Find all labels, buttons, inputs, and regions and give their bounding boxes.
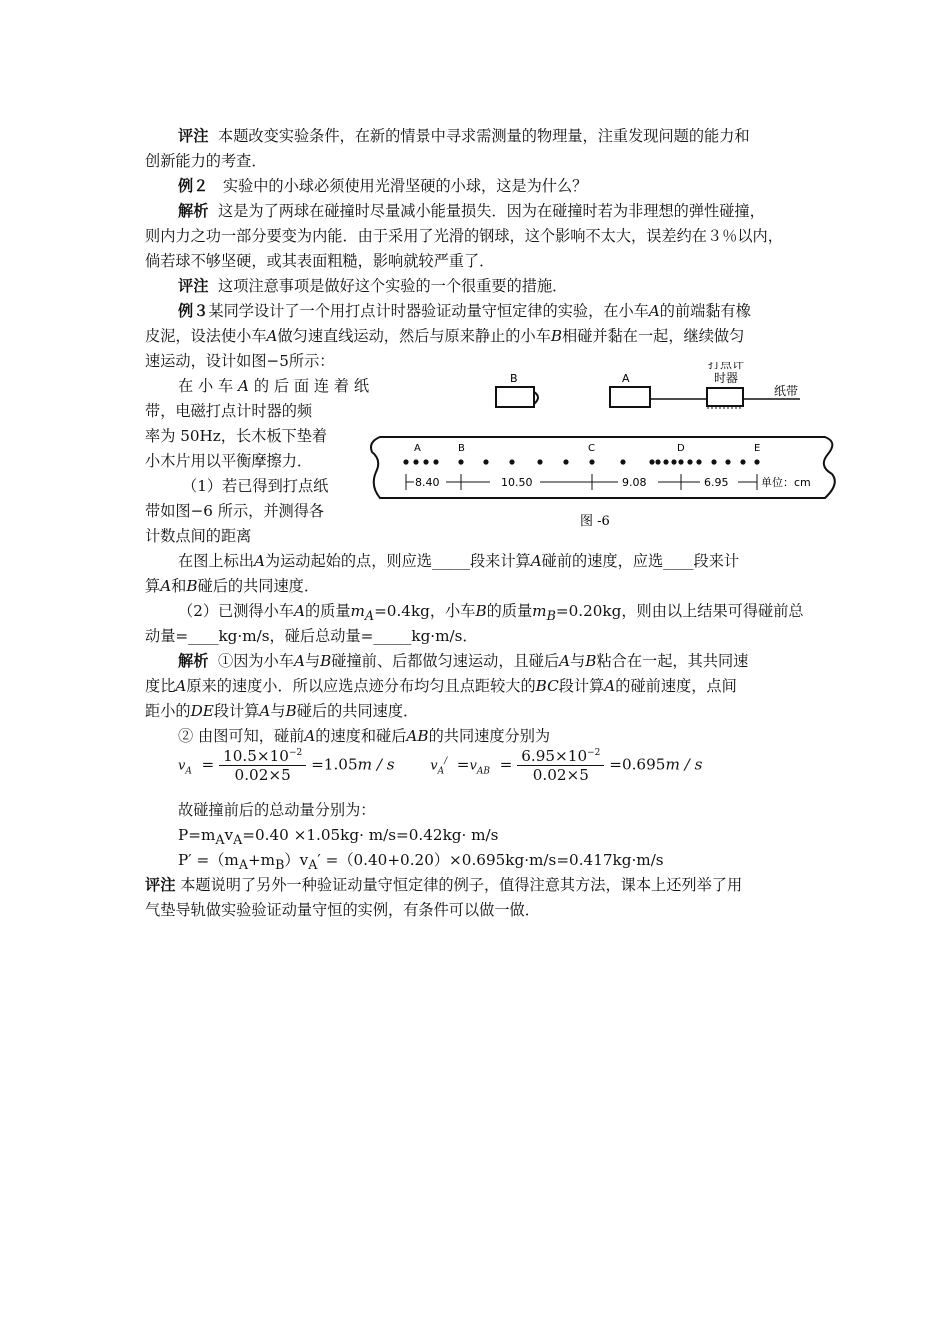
tape-dot (687, 459, 692, 464)
cart-a (610, 387, 650, 407)
side-text-6: 带如图−6 所示，并测得各 (145, 502, 325, 520)
tape-dot (589, 459, 594, 464)
tape-dot (537, 459, 542, 464)
point-label-c: C (588, 443, 595, 454)
tape-dot (663, 459, 668, 464)
example-3-line-3: 速运动，设计如图−5所示： (145, 352, 335, 370)
momentum-intro: 故碰撞前后的总动量分别为： (178, 801, 376, 819)
note-1-line-1: 评注 本题改变实验条件，在新的情景中寻求需测量的物理量，注重发现问题的能力和 (178, 127, 750, 145)
question-1-line-2: 算A和B碰后的共同速度． (145, 577, 320, 595)
velocity-equations: $v_A$ = $\frac{10.5\times 10^{-2}}{0.02\times 5}$ =1.05m / s $v_A^/ =v_{AB}$ = $\frac{6.95\times 10^{-2}}{0.02\times 5}$ =0.695m / s (178, 747, 703, 784)
example-2-analysis-1: 解析 这是为了两球在碰撞时尽量减小能量损失．因为在碰撞时若为非理想的弹性碰撞， (178, 202, 765, 220)
side-text-4: 小木片用以平衡摩擦力． (145, 452, 313, 470)
tape-dot (671, 459, 676, 464)
tape-dot (413, 459, 418, 464)
timer (707, 388, 743, 406)
example-2-note: 评注 这项注意事项是做好这个实验的一个很重要的措施． (178, 277, 568, 295)
tape-dot (740, 459, 745, 464)
answer-line-3: 距小的DE段计算A与B碰后的共同速度． (145, 702, 419, 720)
tape-dot (620, 459, 625, 464)
tape-label: 纸带 (774, 384, 799, 398)
example-2-analysis-2: 则内力之功一部分要变为内能．由于采用了光滑的钢球，这个影响不太大，误差约在３％以内， (145, 227, 783, 245)
side-text-2: 带，电磁打点计时器的频 (145, 402, 313, 420)
distance-de: 6.95 (704, 476, 729, 489)
figure-caption: 图 -6 (580, 514, 610, 529)
fraction-1: $\frac{10.5\times 10^{-2}}{0.02\times 5}$ (219, 747, 306, 784)
distance-cd: 9.08 (622, 476, 647, 489)
cart-b (496, 387, 534, 407)
tape-dot (509, 459, 514, 464)
tape-dot (433, 459, 438, 464)
point-label-a: A (414, 443, 421, 454)
side-text-7: 计数点间的距离 (145, 527, 252, 545)
tape-dot (678, 459, 683, 464)
final-note-line-2: 气垫导轨做实验验证动量守恒的实例，有条件可以做一做． (145, 901, 540, 919)
answer-line-2: 度比A原来的速度小．所以应选点迹分布均匀且点距较大的BC段计算A的碰前速度，点间 (145, 677, 737, 695)
side-text-5: （1）若已得到打点纸 (182, 477, 329, 495)
question-1-line-1: 在图上标出A为运动起始的点，则应选_____段来计算A碰前的速度，应选____段来计 (178, 552, 740, 570)
example-2-analysis-3: 倘若球不够坚硬，或其表面粗糙，影响就较严重了． (145, 252, 495, 270)
unit-label: 单位：cm (761, 476, 811, 489)
tape-dot (711, 459, 716, 464)
note-1-line-2: 创新能力的考查． (145, 152, 267, 170)
fraction-2: $\frac{6.95\times 10^{-2}}{0.02\times 5}$ (517, 747, 604, 784)
cart-a-label: A (622, 372, 630, 385)
timer-label-2: 时器 (714, 371, 739, 385)
answer-line-1: 解析 ①因为小车A与B碰撞前、后都做匀速运动，且碰后A与B粘合在一起，其共同速 (178, 652, 749, 670)
point-label-d: D (677, 443, 685, 454)
point-label-b: B (458, 443, 465, 454)
tape-diagram (370, 362, 840, 532)
tape-dot (563, 459, 568, 464)
tape-dot (649, 459, 654, 464)
side-text-1: 在 小 车 A 的 后 面 连 着 纸 (178, 377, 370, 395)
momentum-after: $P' =(m_A+m_B)v_A' =(0.40+0.20)\times 0.695kg\cdot m/s=0.417kg\cdot m/s$ (178, 851, 664, 873)
final-note-line-1: 评注 本题说明了另外一种验证动量守恒定律的例子，值得注意其方法，课本上还列举了用 (145, 876, 743, 894)
timer-label-1: 打点计 (708, 362, 745, 371)
point-label-e: E (754, 443, 761, 454)
tape-dot (483, 459, 488, 464)
distance-ab: 8.40 (415, 476, 440, 489)
cart-b-label: B (510, 372, 518, 385)
question-2-line-2: 动量=____kg·m/s，碰后总动量=_____kg·m/s． (145, 627, 478, 645)
example-2: 例２ 实验中的小球必须使用光滑坚硬的小球，这是为什么？ (178, 177, 588, 195)
tape-dot (696, 459, 701, 464)
answer-line-4: ② 由图可知，碰前A的速度和碰后AB的共同速度分别为 (178, 727, 551, 745)
tape-dot (403, 459, 408, 464)
tape-figure (370, 362, 840, 532)
question-2-line-1: （2）已测得小车A的质量$m_A=0.4kg$，小车B的质量$m_B=0.20kg$，则由以上结果可得碰前总 (178, 602, 804, 624)
tape-dot (423, 459, 428, 464)
tape-dot (655, 459, 660, 464)
example-3-line-1: 例３某同学设计了一个用打点计时器验证动量守恒定律的实验，在小车A的前端黏有橡 (178, 302, 751, 320)
momentum-before: $P=m_Av_A=0.40 \times 1.05kg\cdot m/s=0.42kg\cdot m/s$ (178, 826, 499, 848)
tape-dot (725, 459, 730, 464)
tape-dot (754, 459, 759, 464)
tape-dot (458, 459, 463, 464)
side-text-3: 率为 50Hz，长木板下垫着 (145, 427, 328, 445)
example-3-line-2: 皮泥，设法使小车A做匀速直线运动，然后与原来静止的小车B相碰并黏在一起，继续做匀 (145, 327, 745, 345)
distance-bc: 10.50 (501, 476, 533, 489)
